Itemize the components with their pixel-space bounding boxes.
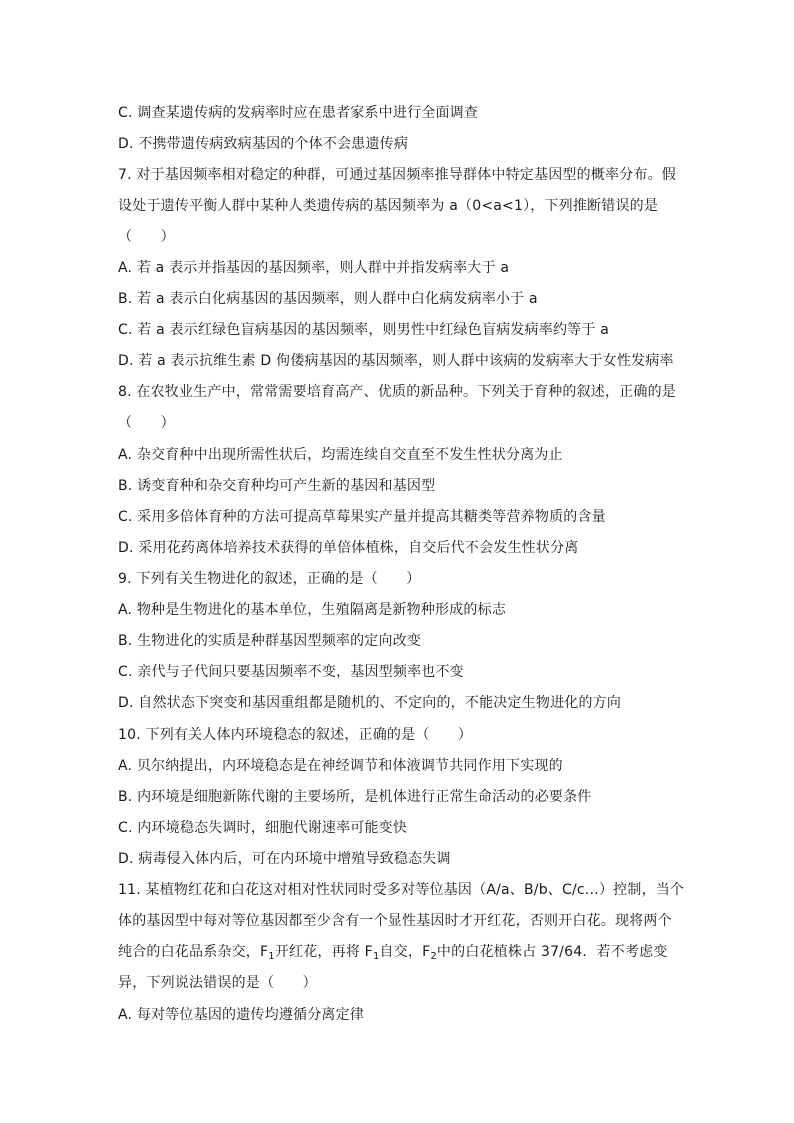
question-11-stem-line-1: 11. 某植物红花和白花这对相对性状同时受多对等位基因（A/a、B/b、C/c…）控制，当个: [118, 882, 685, 898]
question-8-option-c: C. 采用多倍体育种的方法可提高草莓果实产量并提高其糖类等营养物质的含量: [118, 509, 606, 525]
question-10-stem: 10. 下列有关人体内环境稳态的叙述，正确的是（ ）: [118, 727, 473, 743]
question-9-stem: 9. 下列有关生物进化的叙述，正确的是（ ）: [118, 571, 421, 587]
question-7-option-d: D. 若 a 表示抗维生素 D 佝偻病基因的基因频率，则人群中该病的发病率大于女性发病率: [118, 353, 674, 369]
question-10-option-a: A. 贝尔纳提出，内环境稳态是在神经调节和体液调节共同作用下实现的: [118, 758, 563, 774]
text-fragment: 开红花，再将 F: [274, 944, 373, 960]
option-d: D. 不携带遗传病致病基因的个体不会患遗传病: [118, 136, 409, 152]
question-9-option-a: A. 物种是生物进化的基本单位，生殖隔离是新物种形成的标志: [118, 602, 507, 618]
question-9-option-c: C. 亲代与子代间只要基因频率不变，基因型频率也不变: [118, 664, 464, 680]
question-11-stem-line-3: [118, 942, 668, 962]
question-11-stem-line-4: 异，下列说法错误的是（ ）: [118, 975, 317, 991]
question-10-option-d: D. 病毒侵入体内后，可在内环境中增殖导致稳态失调: [118, 851, 451, 867]
question-7-option-c: C. 若 a 表示红绿色盲病基因的基因频率，则男性中红绿色盲病发病率约等于 a: [118, 322, 609, 338]
question-11-stem-line-2: 体的基因型中每对等位基因都至少含有一个显性基因时才开红花，否则开白花。现将两个: [118, 913, 672, 929]
question-7-option-a: A. 若 a 表示并指基因的基因频率，则人群中并指发病率大于 a: [118, 260, 510, 276]
subscript: 2: [430, 951, 437, 962]
question-7-stem-line-2: 设处于遗传平衡人群中某种人类遗传病的基因频率为 a（0<a<1），下列推断错误的是: [118, 198, 659, 214]
option-c: C. 调查某遗传病的发病率时应在患者家系中进行全面调查: [118, 105, 479, 121]
question-7-option-b: B. 若 a 表示白化病基因的基因频率，则人群中白化病发病率小于 a: [118, 291, 538, 307]
text-fragment: 自交，F: [379, 944, 431, 960]
question-8-option-b: B. 诱变育种和杂交育种均可产生新的基因和基因型: [118, 478, 436, 494]
subscript: 1: [372, 951, 380, 962]
question-9-option-d: D. 自然状态下突变和基因重组都是随机的、不定向的，不能决定生物进化的方向: [118, 695, 622, 711]
question-7-stem-line-1: 7. 对于基因频率相对稳定的种群，可通过基因频率推导群体中特定基因型的概率分布。假: [118, 167, 677, 183]
question-7-answer-blank: （ ）: [118, 229, 175, 245]
question-10-option-c: C. 内环境稳态失调时，细胞代谢速率可能变快: [118, 820, 408, 836]
question-8-option-d: D. 采用花药离体培养技术获得的单倍体植株，自交后代不会发生性状分离: [118, 540, 579, 556]
question-10-option-b: B. 内环境是细胞新陈代谢的主要场所，是机体进行正常生命活动的必要条件: [118, 789, 592, 805]
question-9-option-b: B. 生物进化的实质是种群基因型频率的定向改变: [118, 633, 422, 649]
question-8-stem-line-1: 8. 在农牧业生产中，常常需要培育高产、优质的新品种。下列关于育种的叙述，正确的是: [118, 384, 677, 400]
question-8-option-a: A. 杂交育种中出现所需性状后，均需连续自交直至不发生性状分离为止: [118, 447, 563, 463]
question-11-option-a: A. 每对等位基因的遗传均遵循分离定律: [118, 1007, 365, 1023]
question-8-answer-blank: （ ）: [118, 415, 175, 431]
text-fragment: 纯合的白花品系杂交，F: [118, 944, 269, 960]
subscript: 1: [268, 951, 275, 962]
text-fragment: 中的白花植株占 37/64．若不考虑变: [436, 944, 668, 960]
